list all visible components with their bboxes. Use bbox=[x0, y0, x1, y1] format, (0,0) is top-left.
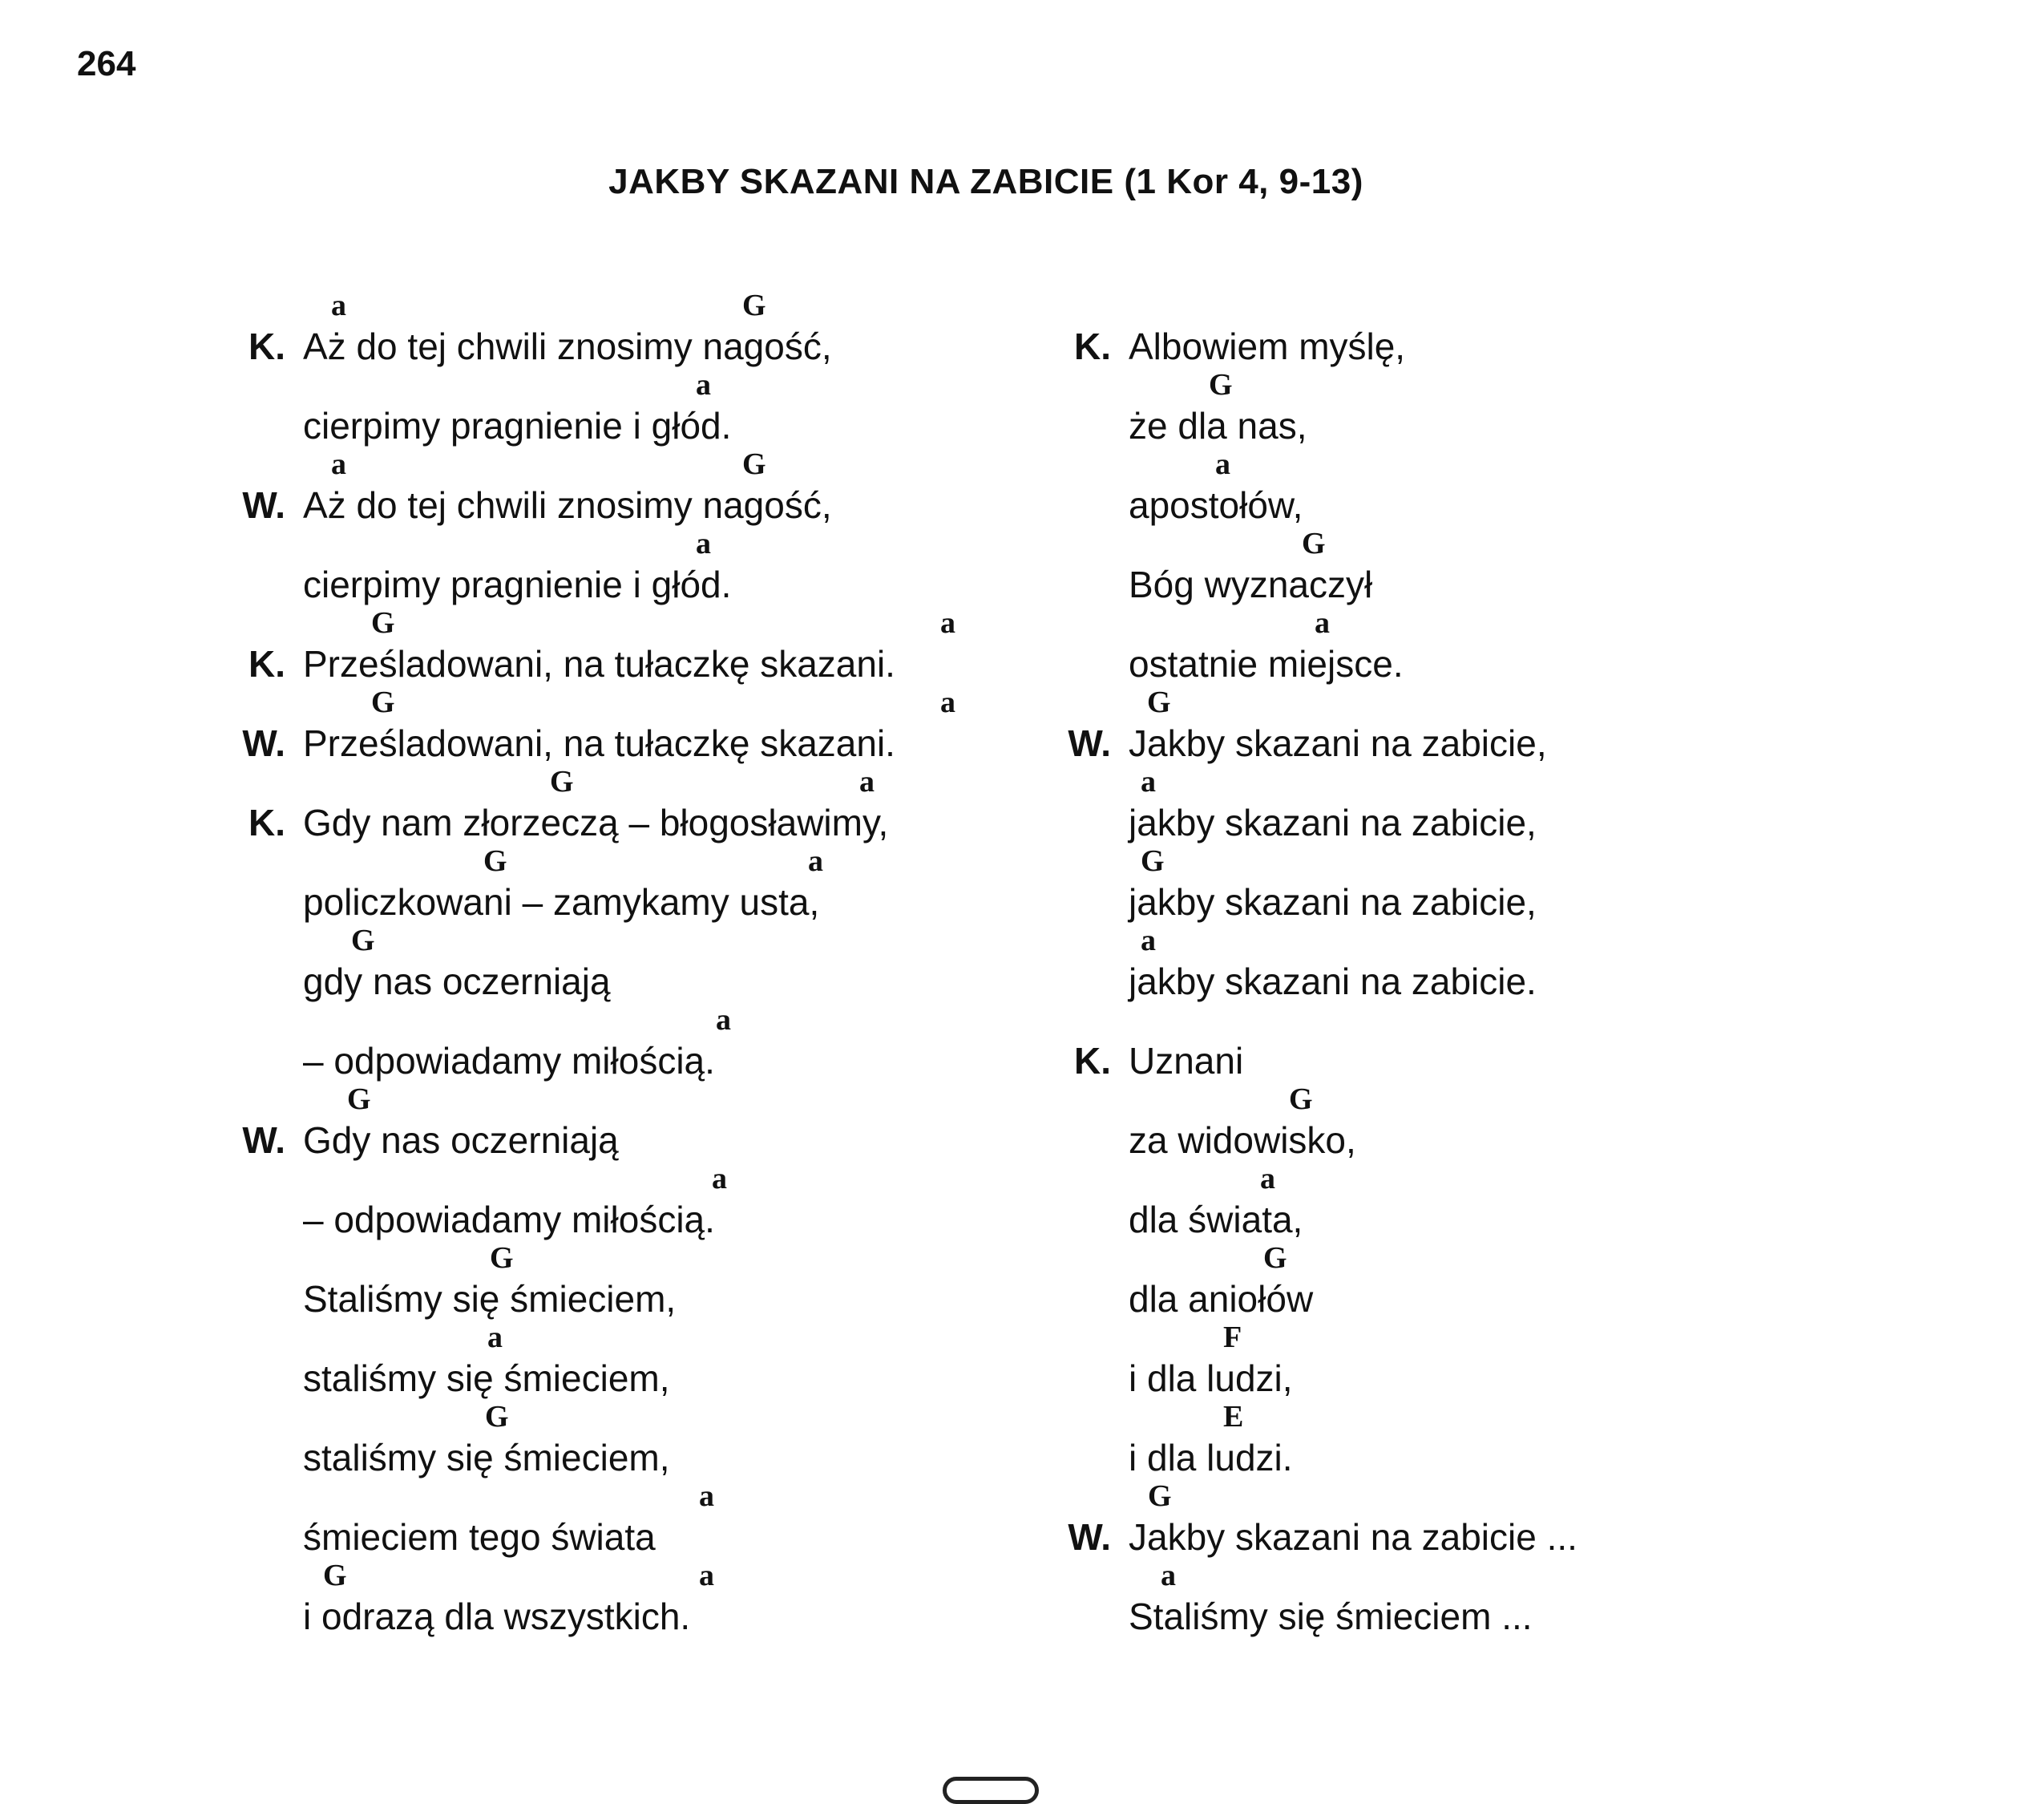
lyric-text bbox=[303, 1357, 1024, 1400]
chord: a bbox=[1141, 765, 1156, 799]
lyric-text bbox=[303, 1595, 1024, 1638]
song-line bbox=[303, 1162, 1024, 1241]
song-line bbox=[1074, 1003, 1850, 1082]
lyric-text bbox=[1129, 1198, 1850, 1241]
lyric-line: policzkowani – zamykamy usta, bbox=[303, 881, 820, 923]
lyric-line: dla świata, bbox=[1129, 1199, 1303, 1240]
lyric-line: za widowisko, bbox=[1129, 1119, 1356, 1161]
chord: G bbox=[371, 686, 395, 719]
chord-row bbox=[303, 1082, 1024, 1118]
lyric-line: apostołów, bbox=[1129, 484, 1303, 526]
lyric-line: staliśmy się śmieciem, bbox=[303, 1437, 670, 1478]
lyric-line: jakby skazani na zabicie. bbox=[1129, 961, 1537, 1002]
song-line bbox=[1129, 1241, 1850, 1321]
lyric-line: Jakby skazani na zabicie, bbox=[1129, 722, 1547, 764]
chord-row bbox=[1129, 844, 1850, 880]
chord-row bbox=[303, 368, 1024, 404]
song-line bbox=[1074, 289, 1850, 368]
right-column bbox=[1068, 289, 1850, 1638]
lyric-text bbox=[1129, 801, 1850, 844]
chord-row bbox=[1129, 1479, 1850, 1515]
lyric-line: jakby skazani na zabicie, bbox=[1129, 802, 1537, 843]
chord: G bbox=[1302, 527, 1326, 560]
lyric-text bbox=[1129, 404, 1850, 447]
chord: G bbox=[1148, 1479, 1172, 1513]
chord: a bbox=[487, 1321, 503, 1354]
chord-row bbox=[303, 686, 1024, 722]
speaker-label: K. bbox=[1074, 326, 1111, 367]
speaker-label: W. bbox=[1068, 1516, 1111, 1558]
chord: a bbox=[1215, 447, 1230, 481]
chord: F bbox=[1223, 1321, 1242, 1354]
chord: a bbox=[940, 686, 955, 719]
chord-row bbox=[1129, 1082, 1850, 1118]
chord-row bbox=[303, 447, 1024, 483]
left-column bbox=[242, 289, 1024, 1638]
song-line bbox=[1129, 765, 1850, 844]
chord: G bbox=[483, 844, 507, 878]
song-line bbox=[1129, 1162, 1850, 1241]
lyric-text bbox=[1074, 325, 1850, 368]
lyric-line: Prześladowani, na tułaczkę skazani. bbox=[303, 643, 895, 685]
lyric-text bbox=[248, 325, 1024, 368]
song-line bbox=[1129, 1321, 1850, 1400]
lyric-line: i odrazą dla wszystkich. bbox=[303, 1596, 691, 1637]
chord: E bbox=[1223, 1400, 1244, 1434]
chord: G bbox=[742, 289, 766, 322]
chord: a bbox=[1161, 1559, 1176, 1592]
chord: a bbox=[699, 1559, 714, 1592]
lyric-line: Prześladowani, na tułaczkę skazani. bbox=[303, 722, 895, 764]
song-line bbox=[248, 765, 1024, 844]
song-line bbox=[1129, 368, 1850, 447]
page-bottom-mark bbox=[943, 1777, 1039, 1804]
chord: a bbox=[716, 1003, 731, 1037]
lyric-text bbox=[1129, 960, 1850, 1003]
speaker-label: K. bbox=[248, 643, 285, 685]
song-line bbox=[303, 844, 1024, 924]
lyric-line: dla aniołów bbox=[1129, 1278, 1314, 1320]
chord: a bbox=[331, 289, 346, 322]
chord: a bbox=[696, 368, 711, 402]
song-line bbox=[248, 606, 1024, 686]
chord: a bbox=[1260, 1162, 1275, 1195]
lyric-text bbox=[1129, 1357, 1850, 1400]
chord: a bbox=[1315, 606, 1330, 640]
song-line bbox=[242, 447, 1024, 527]
song-line bbox=[1129, 844, 1850, 924]
song-line bbox=[1068, 1479, 1850, 1559]
lyric-text bbox=[248, 642, 1024, 686]
chord: G bbox=[1141, 844, 1165, 878]
chord: a bbox=[712, 1162, 727, 1195]
page-number: 264 bbox=[77, 44, 136, 83]
chord-row bbox=[303, 844, 1024, 880]
lyric-text bbox=[303, 1277, 1024, 1321]
chord-row bbox=[1129, 765, 1850, 801]
speaker-label: K. bbox=[248, 802, 285, 843]
song-line bbox=[303, 1241, 1024, 1321]
lyric-text bbox=[303, 563, 1024, 606]
song-line bbox=[1129, 447, 1850, 527]
song-line bbox=[303, 1400, 1024, 1479]
lyric-text bbox=[303, 1198, 1024, 1241]
chord: a bbox=[940, 606, 955, 640]
chord-row bbox=[1129, 1321, 1850, 1357]
chord-row bbox=[303, 1003, 1024, 1039]
song-line bbox=[242, 1082, 1024, 1162]
lyric-text bbox=[248, 801, 1024, 844]
lyric-line: Uznani bbox=[1129, 1040, 1244, 1082]
lyric-line: Aż do tej chwili znosimy nagość, bbox=[303, 484, 832, 526]
lyric-text bbox=[1129, 1436, 1850, 1479]
chord: a bbox=[696, 527, 711, 560]
song-line bbox=[303, 924, 1024, 1003]
chord: G bbox=[1209, 368, 1233, 402]
lyric-line: Gdy nas oczerniają bbox=[303, 1119, 619, 1161]
song-line bbox=[1129, 1082, 1850, 1162]
lyric-line: Jakby skazani na zabicie ... bbox=[1129, 1516, 1577, 1558]
chord-row bbox=[1129, 1241, 1850, 1277]
chord-row bbox=[303, 924, 1024, 960]
chord-row bbox=[1129, 368, 1850, 404]
lyric-line: śmieciem tego świata bbox=[303, 1516, 656, 1558]
chord-row bbox=[303, 1321, 1024, 1357]
lyric-line: staliśmy się śmieciem, bbox=[303, 1357, 670, 1399]
lyric-line: że dla nas, bbox=[1129, 405, 1307, 447]
chord: G bbox=[371, 606, 395, 640]
chord: a bbox=[859, 765, 875, 799]
chord: G bbox=[1289, 1082, 1313, 1116]
chord-row bbox=[1129, 606, 1850, 642]
lyric-text bbox=[303, 1436, 1024, 1479]
song-line bbox=[303, 527, 1024, 606]
song-line bbox=[303, 1003, 1024, 1082]
lyric-text bbox=[303, 880, 1024, 924]
lyric-line: i dla ludzi, bbox=[1129, 1357, 1293, 1399]
speaker-label: W. bbox=[242, 484, 285, 526]
lyric-line: cierpimy pragnienie i głód. bbox=[303, 405, 732, 447]
lyric-text bbox=[1068, 722, 1850, 765]
lyric-line: jakby skazani na zabicie, bbox=[1129, 881, 1537, 923]
speaker-label: K. bbox=[248, 326, 285, 367]
song-line bbox=[1129, 606, 1850, 686]
song-line bbox=[1068, 686, 1850, 765]
lyric-text bbox=[242, 1118, 1024, 1162]
speaker-label: K. bbox=[1074, 1040, 1111, 1082]
lyric-line: Gdy nam złorzeczą – błogosławimy, bbox=[303, 802, 889, 843]
chord: G bbox=[351, 924, 375, 957]
song-line bbox=[1129, 1400, 1850, 1479]
chord-row bbox=[303, 289, 1024, 325]
lyric-line: cierpimy pragnienie i głód. bbox=[303, 564, 732, 605]
chord-row bbox=[303, 1162, 1024, 1198]
speaker-label: W. bbox=[1068, 722, 1111, 764]
lyric-line: gdy nas oczerniają bbox=[303, 961, 611, 1002]
chord-row bbox=[1129, 1003, 1850, 1039]
chord-row bbox=[1129, 924, 1850, 960]
speaker-label: W. bbox=[242, 1119, 285, 1161]
song-line bbox=[303, 1559, 1024, 1638]
chord: a bbox=[331, 447, 346, 481]
chord: a bbox=[699, 1479, 714, 1513]
song-line bbox=[1129, 924, 1850, 1003]
lyric-line: Aż do tej chwili znosimy nagość, bbox=[303, 326, 832, 367]
lyric-text bbox=[1129, 483, 1850, 527]
lyric-text bbox=[1129, 563, 1850, 606]
lyric-line: – odpowiadamy miłością. bbox=[303, 1199, 715, 1240]
lyric-line: – odpowiadamy miłością. bbox=[303, 1040, 715, 1082]
chord: G bbox=[347, 1082, 371, 1116]
lyric-line: Staliśmy się śmieciem, bbox=[303, 1278, 677, 1320]
lyric-text bbox=[242, 722, 1024, 765]
chord: G bbox=[485, 1400, 509, 1434]
song-line bbox=[1129, 527, 1850, 606]
song-line bbox=[248, 289, 1024, 368]
lyric-line: Albowiem myślę, bbox=[1129, 326, 1406, 367]
lyric-text bbox=[1129, 1595, 1850, 1638]
chord: a bbox=[808, 844, 823, 878]
chord: G bbox=[323, 1559, 347, 1592]
chord: G bbox=[1147, 686, 1171, 719]
lyric-text bbox=[1129, 1277, 1850, 1321]
song-line bbox=[303, 1321, 1024, 1400]
song-line bbox=[242, 686, 1024, 765]
chord-row bbox=[303, 1559, 1024, 1595]
chord-row bbox=[303, 765, 1024, 801]
lyric-text bbox=[303, 1039, 1024, 1082]
chord-row bbox=[303, 1479, 1024, 1515]
lyric-text bbox=[1068, 1515, 1850, 1559]
chord-row bbox=[303, 1400, 1024, 1436]
lyric-line: Bóg wyznaczył bbox=[1129, 564, 1373, 605]
song-line bbox=[303, 1479, 1024, 1559]
lyric-text bbox=[303, 404, 1024, 447]
lyric-line: ostatnie miejsce. bbox=[1129, 643, 1404, 685]
lyric-line: Staliśmy się śmieciem ... bbox=[1129, 1596, 1533, 1637]
chord-row bbox=[1129, 1162, 1850, 1198]
chord: a bbox=[1141, 924, 1156, 957]
lyric-text bbox=[303, 1515, 1024, 1559]
song-line bbox=[1129, 1559, 1850, 1638]
chord-row bbox=[1129, 1559, 1850, 1595]
lyric-text bbox=[1129, 880, 1850, 924]
chord-row bbox=[303, 527, 1024, 563]
song-title: JAKBY SKAZANI NA ZABICIE (1 Kor 4, 9-13) bbox=[608, 162, 1363, 201]
lyric-line: i dla ludzi. bbox=[1129, 1437, 1293, 1478]
chord-row bbox=[303, 606, 1024, 642]
lyric-text bbox=[1074, 1039, 1850, 1082]
chord: G bbox=[1263, 1241, 1287, 1275]
chord-row bbox=[1129, 686, 1850, 722]
chord-row bbox=[1129, 447, 1850, 483]
chord-row bbox=[1129, 1400, 1850, 1436]
lyric-text bbox=[1129, 642, 1850, 686]
chord: G bbox=[742, 447, 766, 481]
chord-row bbox=[303, 1241, 1024, 1277]
lyric-text bbox=[242, 483, 1024, 527]
speaker-label: W. bbox=[242, 722, 285, 764]
song-line bbox=[303, 368, 1024, 447]
lyric-text bbox=[303, 960, 1024, 1003]
chord-row bbox=[1129, 289, 1850, 325]
chord: G bbox=[490, 1241, 514, 1275]
chord-row bbox=[1129, 527, 1850, 563]
lyric-text bbox=[1129, 1118, 1850, 1162]
chord: G bbox=[550, 765, 574, 799]
